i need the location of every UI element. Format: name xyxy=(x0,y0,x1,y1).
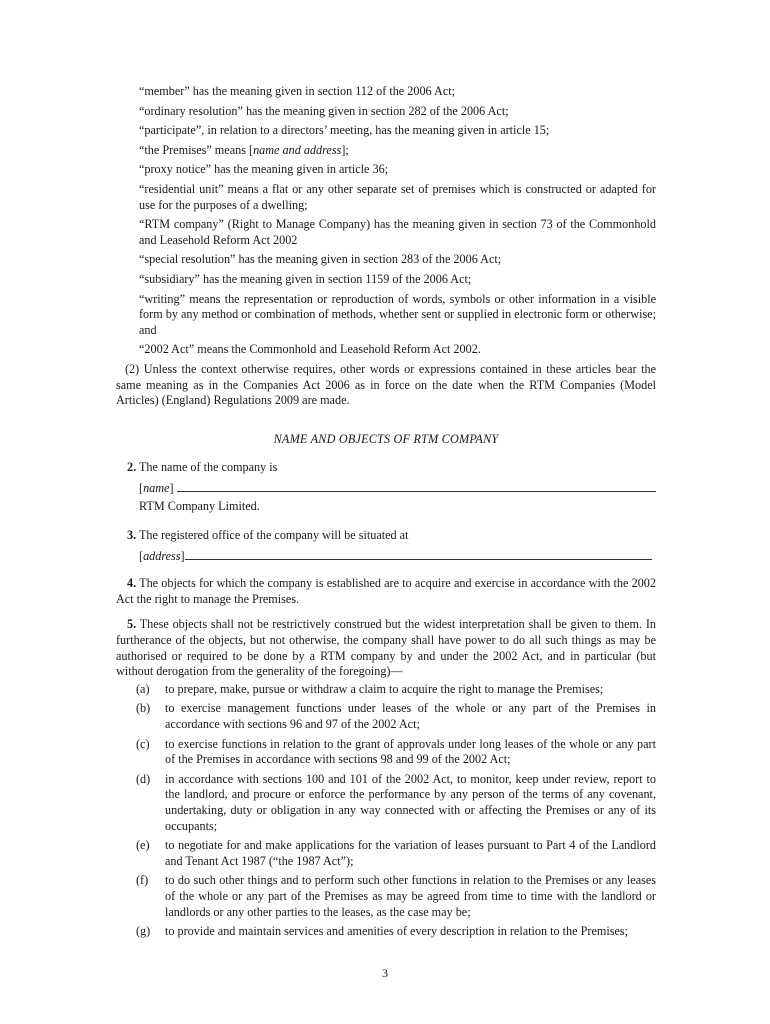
definition-2002-act: “2002 Act” means the Commonhold and Leasehold Reform Act 2002. xyxy=(139,342,481,357)
name-fill-open: [ xyxy=(139,480,144,495)
article-4 xyxy=(116,576,656,607)
definition-premises-suffix: ]; xyxy=(341,142,349,157)
list-label: (d) xyxy=(136,771,151,786)
address-fill-line[interactable] xyxy=(116,548,656,565)
address-fill-label: address xyxy=(143,548,181,563)
section-heading: NAME AND OBJECTS OF RTM COMPANY xyxy=(273,431,499,446)
definition-premises xyxy=(116,143,656,159)
document-page xyxy=(116,84,656,944)
list-text: to provide and maintain services and amenities of every description in relation to the Premises; xyxy=(165,924,628,939)
list-item-e xyxy=(116,838,656,869)
list-item-f xyxy=(116,873,656,920)
list-text: to negotiate for and make applications for the variation of leases pursuant to Part 4 of the Landlord and Tenant Act 1987 (“the 1987 Act”); xyxy=(165,838,656,868)
article-5-text: These objects shall not be restrictively construed but the widest interpretation shall be given to them. In furtherance of the objects, but not otherwise, the company shall have power to do all such things as may be authorised or required to be done by a RTM company by and under the 2002 Act, and in particular (but without derogation from the generality of the foregoing)— xyxy=(116,617,656,679)
definition-premises-placeholder: name and address xyxy=(253,142,342,157)
definition-writing: “writing” means the representation or reproduction of words, symbols or other information in a visible form by any method or combination of methods, whether sent or supplied in electronic form or otherwise; and xyxy=(139,291,656,337)
article-5 xyxy=(116,617,656,679)
list-label: (g) xyxy=(136,924,151,939)
article-2-text: The name of the company is xyxy=(136,460,278,475)
definition-participate: “participate”, in relation to a directors’ meeting, has the meaning given in article 15; xyxy=(139,123,550,138)
article-5-list xyxy=(116,682,656,940)
list-item-d xyxy=(116,772,656,834)
address-fill-open: [ xyxy=(139,548,144,563)
name-fill-rule xyxy=(177,480,656,492)
article-4-text: The objects for which the company is established are to acquire and exercise in accordance with the 2002 Act the right to manage the Premises. xyxy=(116,576,656,606)
name-fill-close: ] xyxy=(169,480,174,495)
list-text: to exercise management functions under leases of the whole or any part of the Premises in accordance with sections 96 and 97 of the 2002 Act; xyxy=(165,701,656,731)
name-fill-line[interactable] xyxy=(116,480,656,497)
definition-ordinary-resolution: “ordinary resolution” has the meaning given in section 282 of the 2006 Act; xyxy=(139,103,509,118)
article-3-text: The registered office of the company will be situated at xyxy=(136,528,409,543)
list-item-g xyxy=(116,924,656,940)
article-4-number: 4. xyxy=(127,576,137,591)
list-label: (a) xyxy=(136,681,150,696)
definition-special-resolution: “special resolution” has the meaning given in section 283 of the 2006 Act; xyxy=(139,252,502,267)
list-text: to prepare, make, pursue or withdraw a claim to acquire the right to manage the Premises; xyxy=(165,681,604,696)
list-text: to do such other things and to perform such other functions in relation to the Premises or any leases of the whole or any part of the Premises as may be agreed from time to time with the landlord or landlords or any other parties to the leases, as the case may be; xyxy=(165,873,656,919)
page-number: 3 xyxy=(382,966,388,980)
name-fill-label: name xyxy=(143,480,170,495)
article-5-number: 5. xyxy=(127,617,137,632)
article-3 xyxy=(116,528,656,544)
article-3-number: 3. xyxy=(127,528,137,543)
article-2 xyxy=(116,460,656,476)
paragraph-2: (2) Unless the context otherwise requires, other words or expressions contained in these articles bear the same meaning as in the Companies Act 2006 as in force on the date when the RTM Companies (Model Articles) (England) Regulations 2009 are made. xyxy=(116,361,656,408)
definition-rtm-company: “RTM company” (Right to Manage Company) has the meaning given in section 73 of the Commonhold and Leasehold Reform Act 2002 xyxy=(139,217,656,247)
article-2-number: 2. xyxy=(127,460,137,475)
list-item-a xyxy=(116,682,656,698)
company-suffix: RTM Company Limited. xyxy=(139,499,260,514)
list-item-c xyxy=(116,737,656,768)
spacer xyxy=(116,519,656,528)
definition-member: “member” has the meaning given in section 112 of the 2006 Act; xyxy=(139,84,455,98)
list-label: (b) xyxy=(136,701,151,716)
list-item-b xyxy=(116,701,656,732)
definition-subsidiary: “subsidiary” has the meaning given in section 1159 of the 2006 Act; xyxy=(139,271,472,286)
address-fill-rule xyxy=(185,548,652,560)
definition-residential-unit: “residential unit” means a flat or any other separate set of premises which is constructed or adapted for use for the purposes of a dwelling; xyxy=(139,181,656,212)
list-text: to exercise functions in relation to the grant of approvals under long leases of the whole or any part of the Premises in accordance with sections 98 and 99 of the 2002 Act; xyxy=(165,736,656,767)
spacer xyxy=(116,567,656,576)
list-label: (c) xyxy=(136,736,150,751)
definition-premises-prefix: “the Premises” means [ xyxy=(139,142,254,157)
list-label: (e) xyxy=(136,838,150,853)
list-label: (f) xyxy=(136,873,149,888)
list-text: in accordance with sections 100 and 101 of the 2002 Act, to monitor, keep under review, report to the landlord, and procure or enforce the performance by any person of the terms of any covenant, undertaking, duty or obligation in any way connected with or affecting the Premises or any of its occupants; xyxy=(165,771,656,833)
definition-proxy-notice: “proxy notice” has the meaning given in article 36; xyxy=(139,162,389,177)
spacer xyxy=(116,607,656,617)
address-fill-close: ] xyxy=(180,548,185,563)
